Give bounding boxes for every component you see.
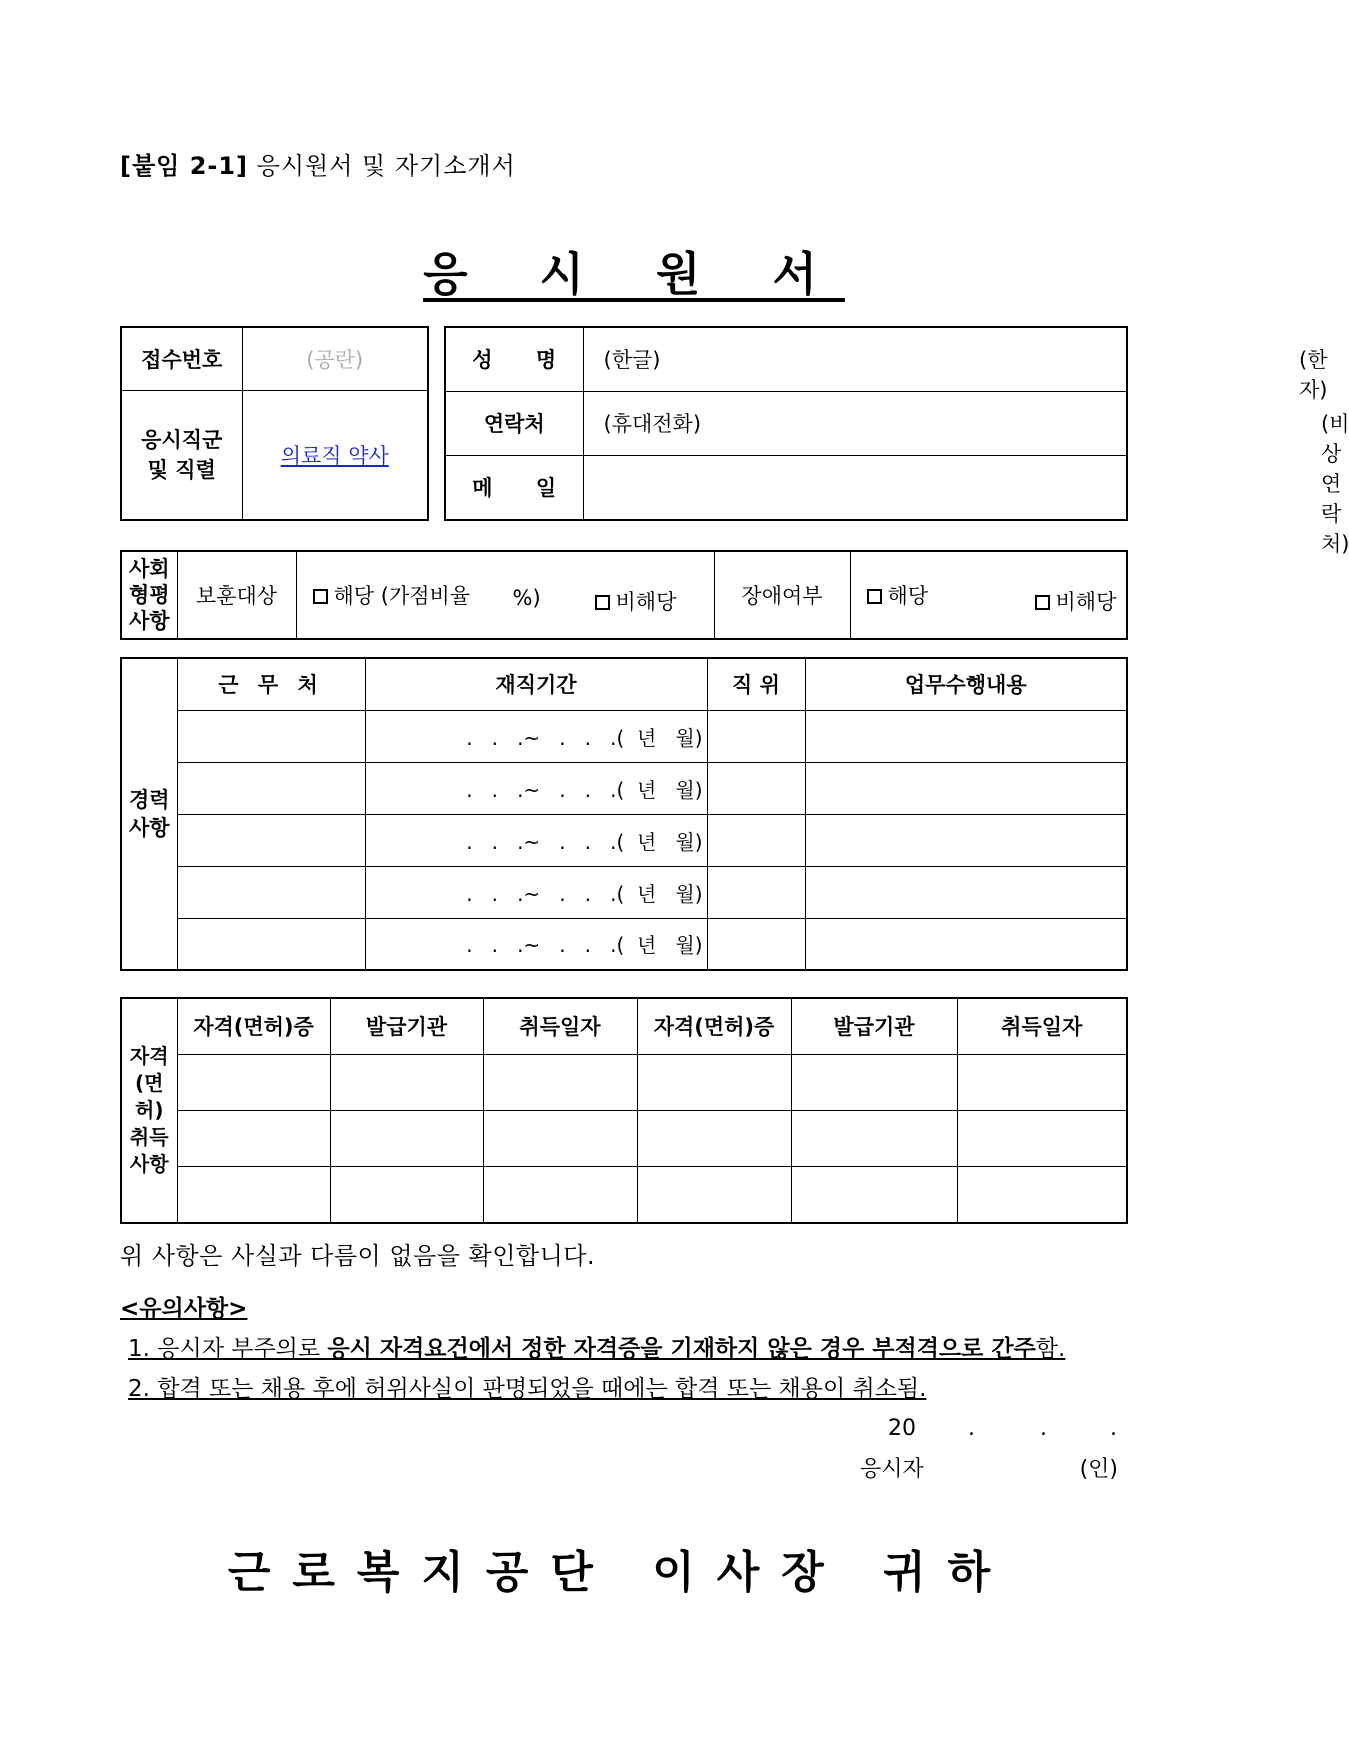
career-duties-cell[interactable] — [805, 918, 1127, 970]
notice-item-1: 1. 응시자 부주의로 응시 자격요건에서 정한 자격증을 기재하지 않은 경우 부적격으로 간주함. — [128, 1336, 1066, 1362]
license-header-issuer-2: 발급기관 — [791, 998, 957, 1054]
date-dot: . — [968, 1416, 975, 1441]
veteran-label: 보훈대상 — [177, 551, 296, 639]
veteran-percent: %) — [512, 586, 541, 610]
receipt-job-table — [120, 326, 429, 521]
career-label: 경력 사항 — [121, 658, 177, 970]
name-korean: (한글) — [603, 348, 661, 373]
career-workplace-cell[interactable] — [177, 866, 365, 918]
license-cell[interactable] — [957, 1166, 1127, 1223]
license-cell[interactable] — [637, 1054, 791, 1110]
license-cell[interactable] — [177, 1110, 330, 1166]
license-header-issuer: 발급기관 — [330, 998, 483, 1054]
license-cell[interactable] — [637, 1166, 791, 1223]
career-workplace-cell[interactable] — [177, 814, 365, 866]
attachment-subtitle: 응시원서 및 자기소개서 — [256, 152, 516, 180]
career-header-period: 재직기간 — [365, 658, 707, 710]
table-row — [121, 814, 1127, 866]
license-cell[interactable] — [957, 1110, 1127, 1166]
addressee: 근로복지공단 이사장 귀하 — [227, 1547, 1013, 1598]
license-cell[interactable] — [791, 1166, 957, 1223]
email-field[interactable] — [583, 455, 1127, 520]
career-workplace-cell[interactable] — [177, 710, 365, 762]
career-period-cell[interactable]: . . .~ . . .( 년 월) — [365, 814, 707, 866]
license-cell[interactable] — [791, 1054, 957, 1110]
table-row — [121, 710, 1127, 762]
license-cell[interactable] — [637, 1110, 791, 1166]
license-label: 자격 (면허) 취득 사항 — [121, 998, 177, 1223]
table-row — [121, 762, 1127, 814]
table-row — [121, 866, 1127, 918]
career-duties-cell[interactable] — [805, 710, 1127, 762]
career-period-cell[interactable]: . . .~ . . .( 년 월) — [365, 710, 707, 762]
page-title: 응 시 원 서 — [423, 247, 845, 301]
license-cell[interactable] — [957, 1054, 1127, 1110]
license-cell[interactable] — [330, 1054, 483, 1110]
contact-field[interactable] — [583, 391, 1349, 556]
career-workplace-cell[interactable] — [177, 918, 365, 970]
checkbox-icon — [595, 595, 610, 610]
signer-line — [860, 1452, 1120, 1483]
table-row — [121, 1166, 1127, 1223]
signer-seal: (인) — [1079, 1457, 1118, 1482]
social-equity-label: 사회 형평 사항 — [121, 551, 177, 639]
career-position-cell[interactable] — [707, 814, 805, 866]
table-row — [121, 1054, 1127, 1110]
career-header-workplace: 근 무 처 — [177, 658, 365, 710]
license-header-name: 자격(면허)증 — [177, 998, 330, 1054]
disability-label: 장애여부 — [714, 551, 850, 639]
contact-label: 연락처 — [445, 391, 583, 455]
career-header-duties: 업무수행내용 — [805, 658, 1127, 710]
career-duties-cell[interactable] — [805, 866, 1127, 918]
career-position-cell[interactable] — [707, 762, 805, 814]
career-workplace-cell[interactable] — [177, 762, 365, 814]
license-cell[interactable] — [177, 1166, 330, 1223]
job-category-label: 응시직군 및 직렬 — [121, 390, 242, 520]
career-period-cell[interactable]: . . .~ . . .( 년 월) — [365, 918, 707, 970]
checkbox-icon — [867, 589, 882, 604]
career-position-cell[interactable] — [707, 918, 805, 970]
signer-label: 응시자 — [860, 1457, 924, 1482]
career-table — [120, 657, 1128, 971]
notice-item-2: 2. 합격 또는 채용 후에 허위사실이 판명되었을 때에는 합격 또는 채용이 취소됨. — [128, 1376, 927, 1402]
table-row — [121, 918, 1127, 970]
disability-no-checkbox[interactable]: 비해당 — [1035, 586, 1117, 616]
license-cell[interactable] — [483, 1054, 637, 1110]
date-line — [888, 1416, 1120, 1441]
date-year-prefix: 20 — [888, 1416, 916, 1441]
license-header-date-2: 취득일자 — [957, 998, 1127, 1054]
social-equity-table — [120, 550, 1128, 640]
disability-options — [850, 551, 1127, 639]
license-cell[interactable] — [330, 1166, 483, 1223]
veteran-options — [296, 551, 714, 639]
career-position-cell[interactable] — [707, 710, 805, 762]
email-label: 메 일 — [445, 455, 583, 520]
name-field[interactable] — [583, 327, 1328, 403]
applicant-info-table — [444, 326, 1349, 556]
date-dot: . — [1040, 1416, 1047, 1441]
career-duties-cell[interactable] — [805, 814, 1127, 866]
career-header-position: 직 위 — [707, 658, 805, 710]
license-header-name-2: 자격(면허)증 — [637, 998, 791, 1054]
date-dot: . — [1110, 1416, 1117, 1441]
name-hanja: (한자) — [1299, 348, 1328, 403]
license-cell[interactable] — [330, 1110, 483, 1166]
career-position-cell[interactable] — [707, 866, 805, 918]
veteran-yes-checkbox[interactable]: 해당 (가점비율 — [313, 584, 471, 608]
table-row — [121, 1110, 1127, 1166]
license-table — [120, 997, 1128, 1224]
notice-title: <유의사항> — [120, 1296, 248, 1322]
disability-yes-checkbox[interactable]: 해당 — [867, 584, 929, 608]
receipt-number-label: 접수번호 — [121, 327, 242, 390]
license-cell[interactable] — [483, 1166, 637, 1223]
attachment-label — [120, 146, 516, 181]
checkbox-icon — [313, 589, 328, 604]
veteran-no-checkbox[interactable]: 비해당 — [595, 586, 677, 616]
confirmation-text: 위 사항은 사실과 다름이 없음을 확인합니다. — [120, 1242, 596, 1270]
checkbox-icon — [1035, 595, 1050, 610]
contact-emergency: (비상연락처) — [1321, 412, 1349, 556]
license-header-date: 취득일자 — [483, 998, 637, 1054]
attachment-bracket: [붙임 2-1] — [120, 152, 249, 180]
receipt-number-value: (공란) — [242, 327, 428, 390]
license-cell[interactable] — [483, 1110, 637, 1166]
name-label: 성 명 — [445, 327, 583, 391]
career-duties-cell[interactable] — [805, 762, 1127, 814]
license-cell[interactable] — [177, 1054, 330, 1110]
contact-mobile: (휴대전화) — [603, 412, 702, 436]
career-period-cell[interactable]: . . .~ . . .( 년 월) — [365, 866, 707, 918]
career-period-cell[interactable]: . . .~ . . .( 년 월) — [365, 762, 707, 814]
license-cell[interactable] — [791, 1110, 957, 1166]
job-category-value[interactable]: 의료직 약사 — [242, 390, 428, 520]
